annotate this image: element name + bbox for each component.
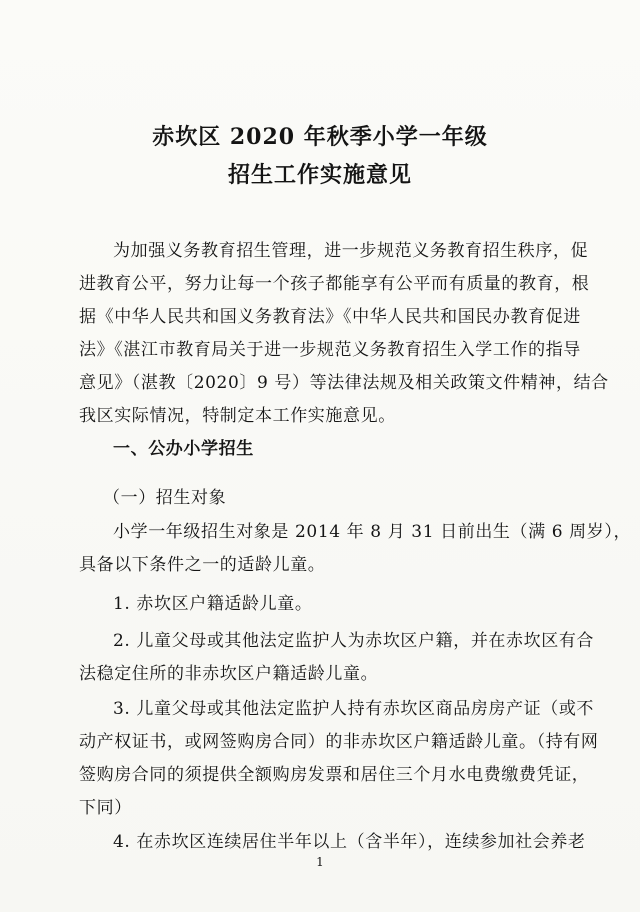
list-item-line: 4. 在赤坎区连续居住半年以上（含半年），连续参加社会养老 <box>113 832 586 852</box>
intro-line: 进教育公平，努力让每一个孩子都能享有公平而有质量的教育，根 <box>79 274 590 294</box>
page-number: 1 <box>316 855 324 869</box>
list-item-line: 动产权证书，或网签购房合同）的非赤坎区户籍适龄儿童。（持有网 <box>79 732 599 752</box>
section-heading: 一、公办小学招生 <box>113 439 254 459</box>
list-item-line: 3. 儿童父母或其他法定监护人持有赤坎区商品房房产证（或不 <box>113 699 595 719</box>
document-title-line1: 赤坎区 2020 年秋季小学一年级 <box>152 124 488 150</box>
list-item-line: 签购房合同的须提供全额购房发票和居住三个月水电费缴费凭证， <box>79 765 590 785</box>
intro-line: 为加强义务教育招生管理，进一步规范义务教育招生秩序，促 <box>113 241 589 261</box>
subsection-heading: （一）招生对象 <box>103 488 227 508</box>
intro-line: 据《中华人民共和国义务教育法》《中华人民共和国民办教育促进 <box>79 307 581 327</box>
target-line: 小学一年级招生对象是 2014 年 8 月 31 日前出生（满 6 周岁）， <box>113 522 632 542</box>
document-title-line2: 招生工作实施意见 <box>227 162 412 188</box>
intro-line: 意见》（湛教〔2020〕9 号）等法律法规及相关政策文件精神，结合 <box>79 373 609 393</box>
intro-line: 法》《湛江市教育局关于进一步规范义务教育招生入学工作的指导 <box>79 340 581 360</box>
list-item-line: 法稳定住所的非赤坎区户籍适龄儿童。 <box>79 664 379 684</box>
target-line: 具备以下条件之一的适龄儿童。 <box>79 555 326 575</box>
list-item-line: 下同） <box>79 798 132 818</box>
list-item-1: 1. 赤坎区户籍适龄儿童。 <box>113 594 313 614</box>
intro-line: 我区实际情况，特制定本工作实施意见。 <box>79 406 396 426</box>
list-item-line: 2. 儿童父母或其他法定监护人为赤坎区户籍，并在赤坎区有合 <box>113 631 595 651</box>
